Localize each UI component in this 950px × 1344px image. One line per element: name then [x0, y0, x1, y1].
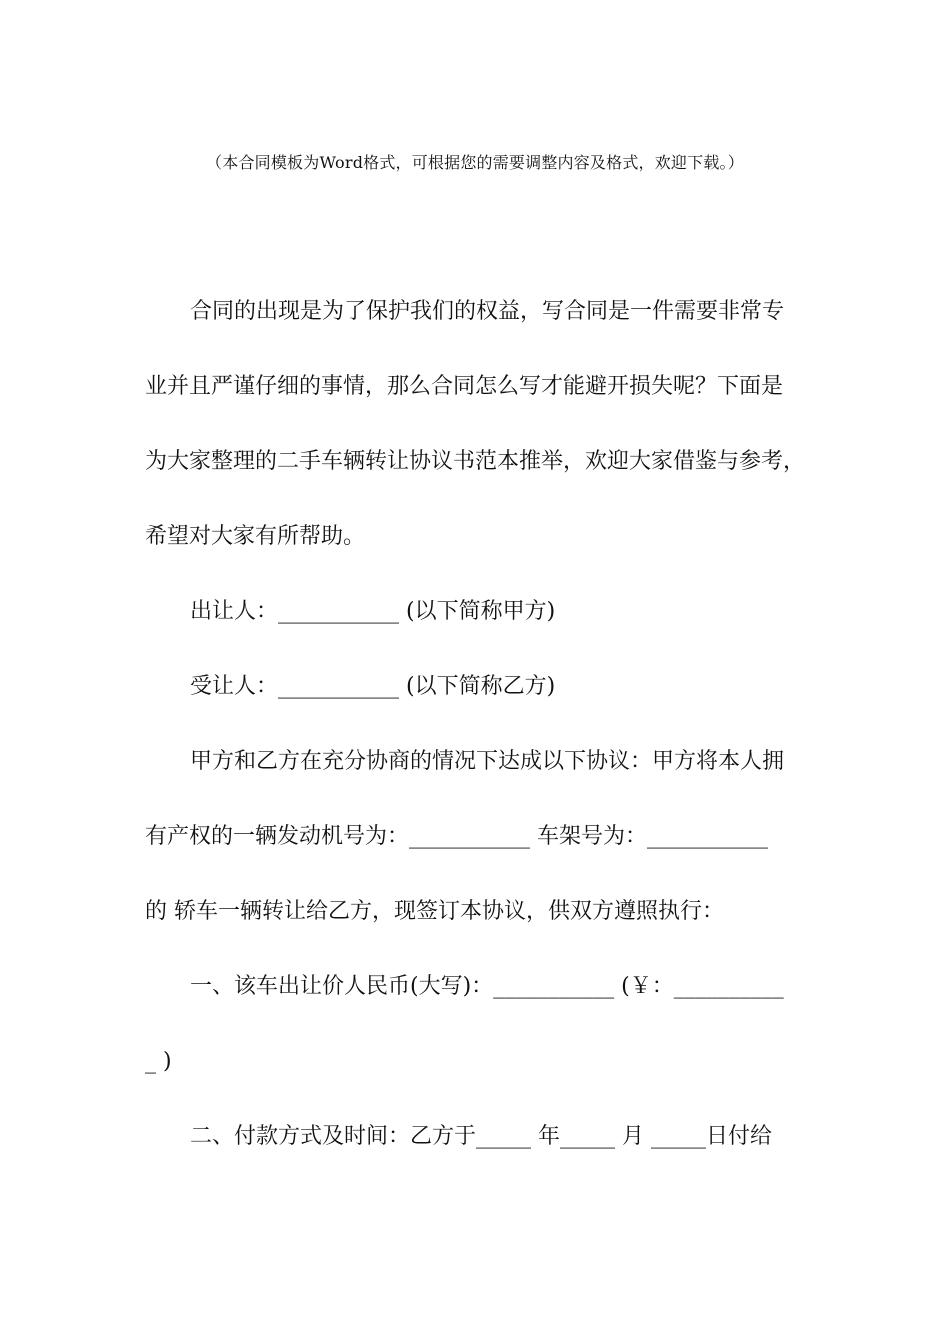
clause-1-line-1: 一、该车出让价人民币(大写)：___________ (￥：__________ — [190, 974, 784, 999]
intro-line-3: 为大家整理的二手车辆转让协议书范本推举，欢迎大家借鉴与参考， — [145, 449, 806, 474]
agreement-line-3: 的 轿车一辆转让给乙方，现签订本协议，供双方遵照执行： — [145, 899, 724, 924]
template-note: （本合同模板为Word格式，可根据您的需要调整内容及格式，欢迎下载。） — [206, 153, 744, 172]
intro-line-4: 希望对大家有所帮助。 — [145, 524, 366, 549]
agreement-line-2: 有产权的一辆发动机号为：___________ 车架号为：___________ — [145, 824, 768, 849]
intro-line-2: 业并且严谨仔细的事情，那么合同怎么写才能避开损失呢？下面是 — [145, 374, 784, 399]
clause-2-line-1: 二、付款方式及时间：乙方于_____ 年_____ 月 _____日付给 — [190, 1124, 772, 1149]
transferee-line: 受让人：___________ (以下简称乙方) — [190, 674, 556, 699]
intro-line-1: 合同的出现是为了保护我们的权益，写合同是一件需要非常专 — [190, 299, 785, 324]
transferor-line: 出让人：___________ (以下简称甲方) — [190, 599, 556, 624]
clause-1-line-2: _ ) — [145, 1049, 172, 1074]
agreement-line-1: 甲方和乙方在充分协商的情况下达成以下协议：甲方将本人拥 — [190, 749, 785, 774]
